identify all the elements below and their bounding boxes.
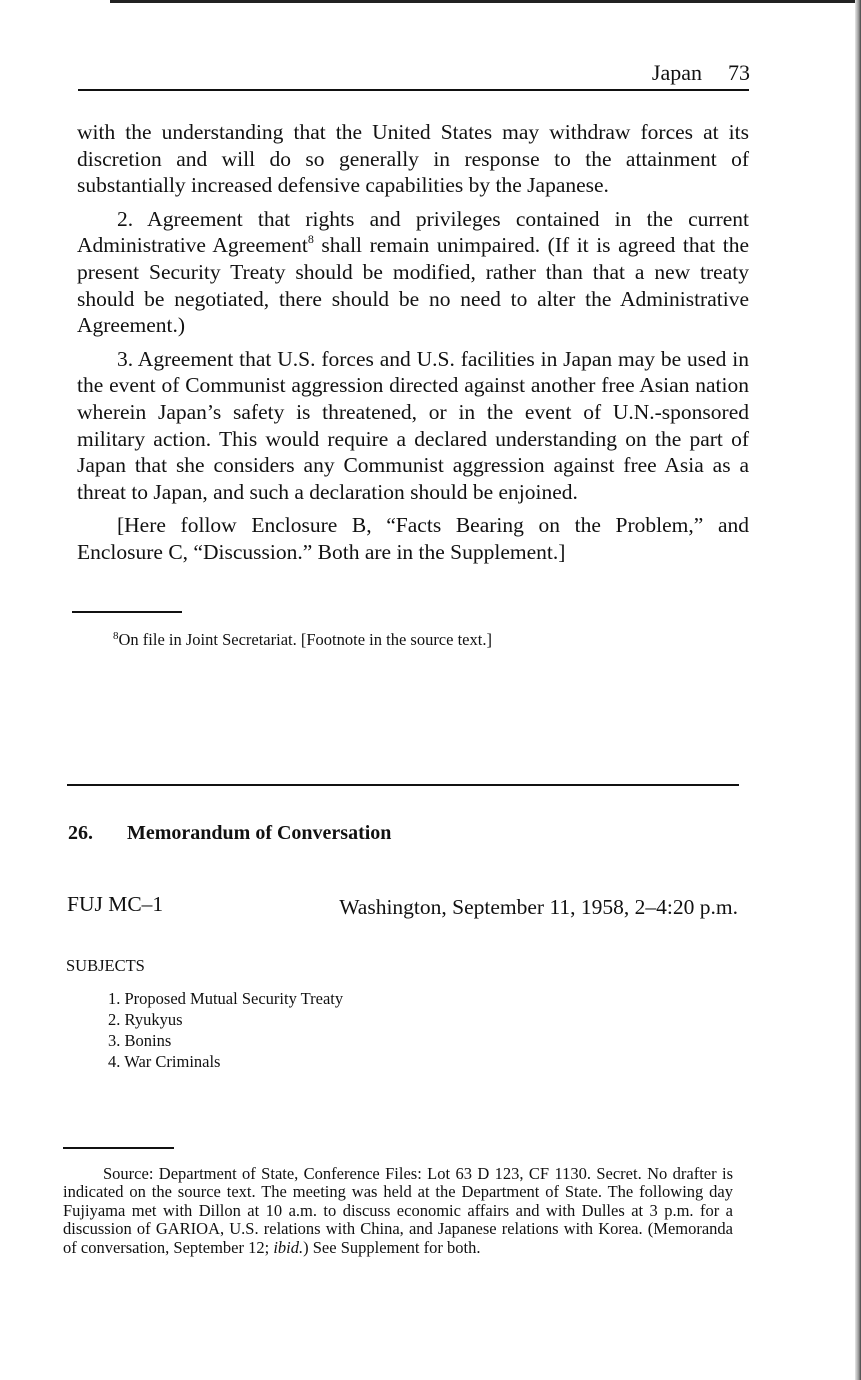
section-divider — [67, 784, 739, 786]
document-number: 26. — [68, 822, 93, 844]
footnote-rule — [72, 611, 182, 613]
paragraph-item-3: 3. Agreement that U.S. forces and U.S. facilities in Japan may be used in the event of Communist aggression directed against another free Asian nation wherein Japan’s safety is threatened, or in the event of U.N.-sponsored military action. This would require a declared understanding on the part of Japan that she considers any Communist aggression against free Asia as a threat to Japan, and such a declaration should be enjoined. — [77, 346, 749, 504]
footnote-number: 8 — [113, 630, 119, 642]
paragraph-continuation: with the understanding that the United States may withdraw forces at its discretion and will do so generally in response to the attainment of substantially increased defensive capabilities by the Japanese. — [77, 120, 749, 198]
footnote-text: On file in Joint Secretariat. [Footnote in the source text.] — [118, 630, 492, 649]
source-note-text-a: Source: Department of State, Conference Files: Lot 63 D 123, CF 1130. Secret. No drafter is indicated on the source text. The meeting was held at the Department of State. The following day Fujiyama met with Dillon at 10 a.m. to discuss economic affairs and with Dulles at 3 p.m. for a discussion of GARIOA, U.S. relations with China, and Japanese relations with Korea. (Memoranda of conversation, September 12; — [63, 1164, 733, 1257]
document-dateline: Washington, September 11, 1958, 2–4:20 p.m. — [339, 895, 738, 919]
paragraph-item-2 — [77, 206, 749, 339]
paragraph-item-2-end: shall remain unimpaired. (If it is agreed that the present Security Treaty should be modified, rather than that a new treaty should be negotiated, there should be no need to alter the Administrative Agreement.) — [77, 233, 749, 338]
source-note-text-b: ) See Supplement for both. — [303, 1237, 481, 1257]
source-note-ibid: ibid. — [273, 1237, 304, 1257]
body-text — [77, 119, 749, 573]
document-id: FUJ MC–1 — [67, 892, 164, 916]
subject-item: 4. War Criminals — [108, 1052, 221, 1071]
subject-item: 1. Proposed Mutual Security Treaty — [108, 989, 344, 1008]
footnote-reference: 8 — [307, 232, 314, 247]
subjects-heading: SUBJECTS — [66, 956, 145, 975]
editorial-note: [Here follow Enclosure B, “Facts Bearing on the Problem,” and Enclosure C, “Discussion.” Both are in the Supplement.] — [77, 513, 749, 564]
paragraph-item-2-start: 2. Agreement that rights and privileges contained in the current Administrative Agreement — [77, 206, 749, 258]
document-title: Memorandum of Conversation — [127, 822, 392, 844]
running-head — [600, 60, 750, 86]
footnote — [113, 630, 492, 650]
source-note-rule — [63, 1147, 174, 1149]
header-rule — [78, 89, 749, 91]
source-note — [63, 1165, 733, 1257]
subject-item: 2. Ryukyus — [108, 1010, 183, 1029]
page-number: 73 — [728, 60, 750, 85]
running-head-title: Japan — [651, 60, 702, 85]
subjects-list — [108, 988, 343, 1072]
subject-item: 3. Bonins — [108, 1031, 172, 1050]
